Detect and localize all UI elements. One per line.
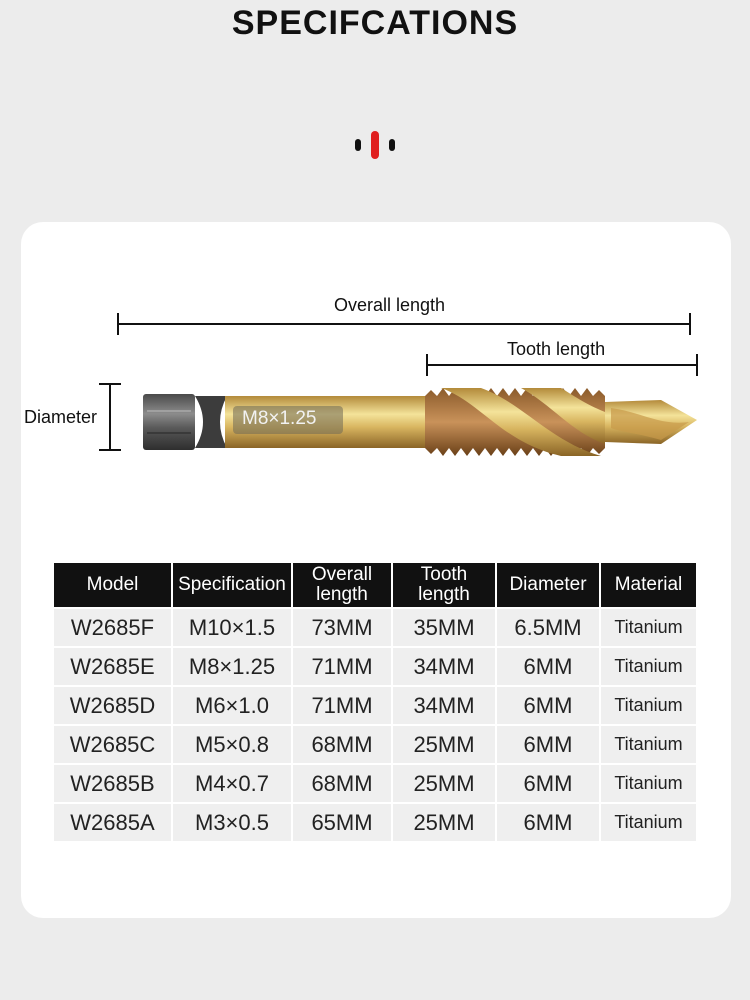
spec-table	[54, 563, 696, 841]
cell-model: W2685E	[54, 647, 172, 686]
cell-diameter: 6MM	[496, 725, 600, 764]
divider-dot-accent	[371, 131, 379, 159]
cell-diameter: 6MM	[496, 647, 600, 686]
diameter-tick-top	[99, 383, 121, 385]
cell-material: Titanium	[600, 803, 696, 841]
cell-material: Titanium	[600, 764, 696, 803]
divider-dot-left	[355, 139, 361, 151]
table-row	[54, 647, 696, 686]
cell-tooth-length: 25MM	[392, 764, 496, 803]
tooth-length-label: Tooth length	[507, 339, 606, 359]
table-row	[54, 725, 696, 764]
cell-material: Titanium	[600, 608, 696, 647]
tooth-length-tick-right	[696, 354, 698, 376]
diameter-tick-bottom	[99, 449, 121, 451]
section-divider-dots	[355, 131, 395, 161]
cell-overall-length: 68MM	[292, 725, 392, 764]
tooth-length-tick-left	[426, 354, 428, 376]
cell-model: W2685A	[54, 803, 172, 841]
table-row	[54, 803, 696, 841]
cell-overall-length: 68MM	[292, 764, 392, 803]
cell-specification: M8×1.25	[172, 647, 292, 686]
cell-diameter: 6MM	[496, 803, 600, 841]
cell-specification: M6×1.0	[172, 686, 292, 725]
overall-length-tick-right	[689, 313, 691, 335]
cell-tooth-length: 34MM	[392, 647, 496, 686]
header-tooth-length: Tooth length	[392, 563, 496, 608]
table-row	[54, 764, 696, 803]
cell-model: W2685F	[54, 608, 172, 647]
cell-tooth-length: 25MM	[392, 803, 496, 841]
header-model: Model	[54, 563, 172, 608]
cell-tooth-length: 25MM	[392, 725, 496, 764]
table-header-row	[54, 563, 696, 608]
cell-overall-length: 71MM	[292, 686, 392, 725]
overall-length-tick-left	[117, 313, 119, 335]
divider-dot-right	[389, 139, 395, 151]
header-material: Material	[600, 563, 696, 608]
cell-material: Titanium	[600, 686, 696, 725]
cell-model: W2685C	[54, 725, 172, 764]
cell-overall-length: 65MM	[292, 803, 392, 841]
cell-diameter: 6MM	[496, 764, 600, 803]
table-row	[54, 608, 696, 647]
diameter-label: Diameter	[24, 407, 98, 427]
cell-model: W2685D	[54, 686, 172, 725]
cell-tooth-length: 34MM	[392, 686, 496, 725]
cell-tooth-length: 35MM	[392, 608, 496, 647]
cell-material: Titanium	[600, 725, 696, 764]
header-overall-length: Overall length	[292, 563, 392, 608]
table-row	[54, 686, 696, 725]
cell-diameter: 6MM	[496, 686, 600, 725]
overall-length-line	[118, 323, 690, 325]
cell-diameter: 6.5MM	[496, 608, 600, 647]
cell-specification: M4×0.7	[172, 764, 292, 803]
bit-size-marking: M8×1.25	[242, 408, 317, 429]
overall-length-label: Overall length	[334, 295, 446, 315]
header-specification: Specification	[172, 563, 292, 608]
drill-tap-bit-image	[141, 382, 701, 462]
cell-specification: M10×1.5	[172, 608, 292, 647]
cell-overall-length: 71MM	[292, 647, 392, 686]
page-title: SPECIFCATIONS	[231, 4, 519, 42]
cell-specification: M5×0.8	[172, 725, 292, 764]
header-diameter: Diameter	[496, 563, 600, 608]
cell-model: W2685B	[54, 764, 172, 803]
cell-specification: M3×0.5	[172, 803, 292, 841]
diameter-line	[109, 384, 111, 450]
cell-overall-length: 73MM	[292, 608, 392, 647]
cell-material: Titanium	[600, 647, 696, 686]
tooth-length-line	[427, 364, 697, 366]
